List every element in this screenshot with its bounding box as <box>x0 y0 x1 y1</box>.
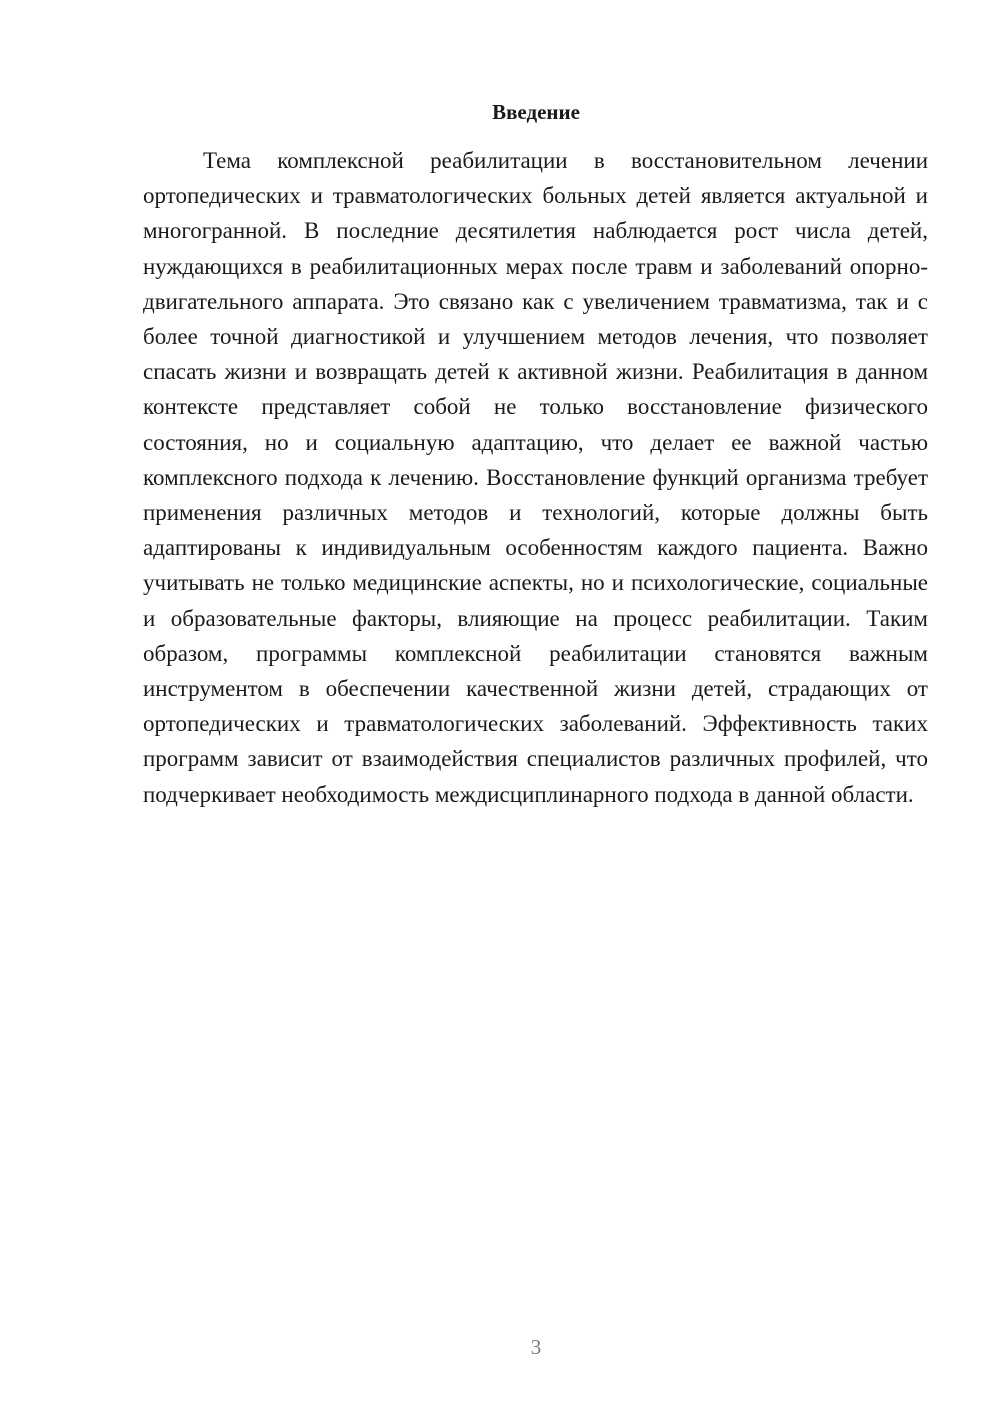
body-paragraph: Тема комплексной реабилитации в восстановительном лечении ортопедических и травматологических больных детей является актуальной и многогранной. В последние десятилетия наблюдается рост числа детей, нуждающихся в реабилитационных мерах после травм и заболеваний опорно-двигательного аппарата. Это связано как с увеличением травматизма, так и с более точной диагностикой и улучшением методов лечения, что позволяет спасать жизни и возвращать детей к активной жизни. Реабилитация в данном контексте представляет собой не только восстановление физического состояния, но и социальную адаптацию, что делает ее важной частью комплексного подхода к лечению. Восстановление функций организма требует применения различных методов и технологий, которые должны быть адаптированы к индивидуальным особенностям каждого пациента. Важно учитывать не только медицинские аспекты, но и психологические, социальные и образовательные факторы, влияющие на процесс реабилитации. Таким образом, программы комплексной реабилитации становятся важным инструментом в обеспечении качественной жизни детей, страдающих от ортопедических и травматологических заболеваний. Эффективность таких программ зависит от взаимодействия специалистов различных профилей, что подчеркивает необходимость междисциплинарного подхода в данной области. <box>143 148 928 807</box>
page-number: 3 <box>530 1335 542 1359</box>
section-heading: Введение <box>492 100 580 124</box>
